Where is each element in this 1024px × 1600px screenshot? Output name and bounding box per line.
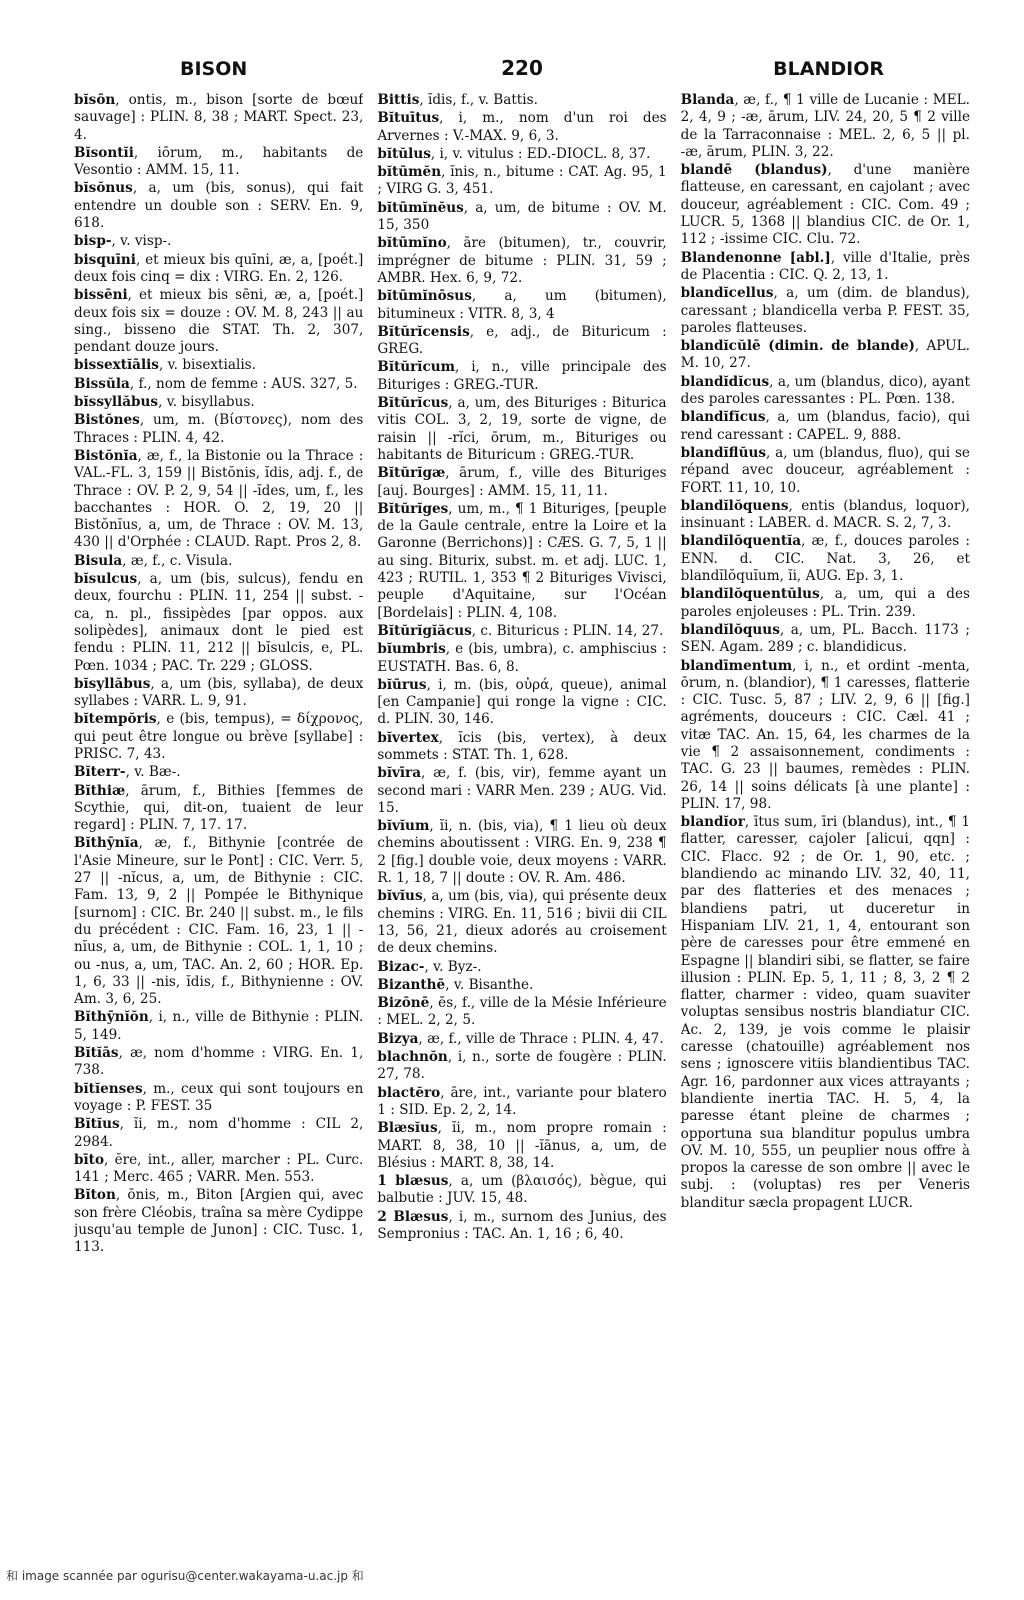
- column-left: [74, 92, 363, 1532]
- column-right: [681, 92, 970, 1532]
- dictionary-entry: Bizanthē, v. Bisanthe.: [377, 976, 534, 993]
- dictionary-entry: Bĭterr-, v. Bæ-.: [74, 764, 181, 781]
- dictionary-entry: bĭvīra, æ, f. (bis, vir), femme ayant un second mari : VARR Men. 239 ; AUG. Vid. 15.: [377, 765, 667, 816]
- dictionary-entry: bĭumbris, e (bis, umbra), c. amphiscius : EUSTATH. Bas. 6, 8.: [377, 641, 667, 675]
- dictionary-entry: blandĭlŏquens, entis (blandus, loquor), insinuant : LABER. d. MACR. S. 2, 7, 3.: [680, 497, 970, 532]
- dictionary-entry: blandĭcellus, a, um (dim. de blandus), caressant ; blandicella verba P. FEST. 35, paroles flatteuses.: [680, 285, 970, 336]
- dictionary-entry: blandĭlŏquentĭa, æ, f., douces paroles : ENN. d. CIC. Nat. 3, 26, et blandĭlŏquĭum, ĭi, AUG. Ep. 3, 1.: [680, 533, 970, 585]
- dictionary-entry: Bĭsontĭi, iōrum, m., habitants de Vesontio : AMM. 15, 11.: [74, 144, 364, 179]
- dictionary-entry: bĭtĭenses, m., ceux qui sont toujours en voyage : P. FEST. 35: [74, 1080, 364, 1114]
- dictionary-entry: bĭūrus, i, m. (bis, οὐρά, queue), animal [en Campanie] qui ronge la vigne : CIC. d. PLIN. 30, 146.: [377, 676, 667, 728]
- dictionary-entry: blandē (blandus), d'une manière flatteuse, en caressant, en cajolant ; avec douceur, agréablement : CIC. Com. 49 ; LUCR. 5, 1368 || blandius CIC. de Or. 1, 112 ; -issime CIC. Clu. 72.: [680, 162, 970, 248]
- dictionary-entry: Bissŭla, f., nom de femme : AUS. 327, 5.: [74, 375, 358, 392]
- dictionary-entry: bĭtūmĕn, ĭnis, n., bitume : CAT. Ag. 95, 1 ; VIRG G. 3, 451.: [377, 164, 667, 198]
- dictionary-entry: Bĭtŭrĭcus, a, um, des Bituriges : Biturica vitis COL. 3, 2, 19, sorte de vigne, de raisin || -rĭci, ōrum, m., Bituriges ou habitants de Bituricum : GREG.-TUR.: [377, 395, 667, 463]
- dictionary-entry: bissēni, et mieux bis sēni, æ, a, [poét.] deux fois six = douze : OV. M. 8, 243 || au sing., bisseno die STAT. Th. 2, 307, pendant douze jours.: [74, 287, 364, 356]
- dictionary-entry: bĭsyllăbus, a, um (bis, syllaba), de deux syllabes : VARR. L. 9, 91.: [74, 675, 364, 710]
- dictionary-entry: Bĭthȳnĭŏn, i, n., ville de Bithynie : PLIN. 5, 149.: [74, 1009, 364, 1043]
- dictionary-entry: blandĭlŏquus, a, um, PL. Bacch. 1173 ; SEN. Agam. 289 ; c. blandidicus.: [680, 621, 970, 656]
- dictionary-entry: bĭtūmĭnĕus, a, um, de bitume : OV. M. 15, 350: [377, 199, 667, 234]
- dictionary-entry: bĭtempŏris, e (bis, tempus), = δίχρονος, qui peut être longue ou brève [syllabe] : PRISC. 7, 43.: [74, 711, 364, 762]
- column-middle: [377, 92, 666, 1532]
- dictionary-entry: Bĭton, ōnis, m., Biton [Argien qui, avec son frère Cléobis, traîna sa mère Cydippe jusqu'au temple de Junon] : CIC. Tusc. 1, 113.: [74, 1187, 364, 1256]
- dictionary-entry: bĭtŭlus, i, v. vitulus : ED.-DIOCL. 8, 37.: [377, 145, 651, 162]
- page-number: 220: [501, 56, 543, 80]
- page-header: [60, 50, 984, 82]
- dictionary-entry: Bĭtŭrĭcum, i, n., ville principale des Bituriges : GREG.-TUR.: [377, 359, 667, 393]
- dictionary-entry: Bittis, ĭdis, f., v. Battis.: [377, 92, 538, 108]
- dictionary-entry: Blanda, æ, f., ¶ 1 ville de Lucanie : MEL. 2, 4, 9 ; -æ, ārum, LIV. 24, 20, 5 ¶ 2 ville de la Tarraconnaise : MEL. 2, 6, 5 || pl. -æ, ārum, PLIN. 3, 22.: [680, 92, 970, 160]
- dictionary-entry: blandīmentum, i, n., et ordint -menta, ōrum, n. (blandior), ¶ 1 caresses, flatterie : CIC. Tusc. 5, 87 ; LIV. 2, 9, 6 || [fig.] agréments, douceurs : CIC. Cæl. 41 ; vitæ TAC. An. 15, 64, les charmes de la vie ¶ 2 assaisonnement, condiments : TAC. G. 23 || baumes, remèdes : PLIN. 26, 14 || soins délicats [à une plante] : PLIN. 17, 98.: [680, 657, 970, 812]
- dictionary-entry: blandĭfĭcus, a, um (blandus, facio), qui rend caressant : CAPEL. 9, 888.: [680, 409, 970, 443]
- dictionary-entry: bĭssyllăbus, v. bisyllabus.: [74, 394, 255, 411]
- dictionary-entry: bĭsŏnus, a, um (bis, sonus), qui fait entendre un double son : SERV. En. 9, 618.: [74, 180, 364, 232]
- dictionary-entry: Bistŏnes, um, m. (Βίστονες), nom des Thraces : PLIN. 4, 42.: [74, 412, 364, 446]
- dictionary-entry: blandĭflŭus, a, um (blandus, fluo), qui se répand avec douceur, agréablement : FORT. 11, 10, 10.: [680, 444, 970, 496]
- dictionary-entry: Bizōnē, ēs, f., ville de la Mésie Inférieure : MEL. 2, 2, 5.: [377, 995, 667, 1029]
- dictionary-entry: 1 blæsus, a, um (βλαισός), bègue, qui balbutie : JUV. 15, 48.: [377, 1173, 667, 1207]
- dictionary-entry: bĭvertex, ĭcis (bis, vertex), à deux sommets : STAT. Th. 1, 628.: [377, 729, 667, 763]
- dictionary-entry: Bĭtŭrĭges, um, m., ¶ 1 Bituriges, [peuple de la Gaule centrale, entre la Loire et la Garonne (Berrichons)] : CÆS. G. 7, 5, 1 || au sing. Biturix, subst. m. et adj. LUC. 1, 423 ; RUTIL. 1, 353 ¶ 2 Bituriges Vivisci, peuple d'Aquitaine, sur l'Océan [Bordelais] : PLIN. 4, 108.: [377, 500, 667, 621]
- dictionary-entry: Bĭtĭās, æ, nom d'homme : VIRG. En. 1, 738.: [74, 1045, 364, 1079]
- running-head-right: BLANDIOR: [773, 58, 884, 80]
- scan-credit: 和 image scannée par ogurisu@center.wakayama-u.ac.jp 和: [6, 1569, 364, 1583]
- dictionary-entry: Bĭtŭrĭgæ, ārum, f., ville des Bituriges [auj. Bourges] : AMM. 15, 11, 11.: [377, 465, 667, 499]
- dictionary-entry: bisquīni, et mieux bis quīni, æ, a, [poét.] deux fois cinq = dix : VIRG. En. 2, 126.: [74, 251, 364, 285]
- dictionary-entry: Bizac-, v. Byz-.: [377, 958, 482, 975]
- dictionary-entry: bīto, ĕre, int., aller, marcher : PL. Curc. 141 ; Merc. 465 ; VARR. Men. 553.: [74, 1151, 364, 1186]
- dictionary-entry: bisp-, v. visp-.: [74, 233, 172, 250]
- dictionary-entry: Bĭtŭrĭcensis, e, adj., de Bituricum : GREG.: [377, 323, 667, 358]
- dictionary-entry: Blæsĭus, ĭi, m., nom propre romain : MART. 8, 38, 10 || -ĭānus, a, um, de Blésius : MART. 8, 38, 14.: [377, 1120, 667, 1171]
- dictionary-entry: bissextĭālis, v. bisextialis.: [74, 357, 256, 374]
- dictionary-entry: 2 Blæsus, i, m., surnom des Junius, des Sempronius : TAC. An. 1, 16 ; 6, 40.: [377, 1208, 667, 1242]
- dictionary-entry: blandĭdĭcus, a, um (blandus, dico), ayant des paroles caressantes : PL. Pœn. 138.: [680, 373, 970, 408]
- dictionary-entry: Bĭtĭus, ĭi, m., nom d'homme : CIL 2, 2984.: [74, 1116, 364, 1150]
- dictionary-entry: Bĭthiæ, ārum, f., Bithies [femmes de Scythie, qui, dit-on, tuaient de leur regard] : PLIN. 7, 17. 17.: [74, 782, 364, 834]
- dictionary-entry: bĭvĭus, a, um (bis, via), qui présente deux chemins : VIRG. En. 11, 516 ; bivii dii CIL 13, 56, 21, dieux adorés au croisement de deux chemins.: [377, 888, 667, 957]
- dictionary-entry: blandĭlŏquentŭlus, a, um, qui a des paroles enjoleuses : PL. Trin. 239.: [680, 586, 970, 620]
- dictionary-entry: bĭsulcus, a, um (bis, sulcus), fendu en deux, fourchu : PLIN. 11, 254 || subst. -ca, n. pl., fissipèdes [par oppos. aux solipèdes], animaux dont le pied est fendu : PLIN. 11, 212 || bĭsulcis, e, PL. Pœn. 1034 ; PAC. Tr. 229 ; GLOSS.: [74, 571, 364, 674]
- dictionary-entry: Bĭthȳnĭa, æ, f., Bithynie [contrée de l'Asie Mineure, sur le Pont] : CIC. Verr. 5, 27 || -nĭcus, a, um, de Bithynie : CIC. Fam. 13, 9, 2 || Pompée le Bithynique [surnom] : CIC. Br. 240 || subst. m., le fils du précédent : CIC. Fam. 16, 23, 1 || -nĭus, a, um, de Bithynie : COL. 1, 1, 10 ; ou -nus, a, um, TAC. An. 2, 60 ; HOR. Ep. 1, 6, 33 || -nis, ĭdis, f., Bithynienne : OV. Am. 3, 6, 25.: [74, 835, 364, 1008]
- dictionary-entry: blactĕro, āre, int., variante pour blatero 1 : SID. Ep. 2, 2, 14.: [377, 1084, 667, 1118]
- dictionary-entry: Bĭtŭrĭgĭăcus, c. Bituricus : PLIN. 14, 27.: [377, 622, 664, 639]
- dictionary-columns: [74, 92, 970, 1532]
- dictionary-entry: bĭtūmĭnōsus, a, um (bitumen), bitumineux : VITR. 8, 3, 4: [377, 288, 667, 322]
- dictionary-entry: Bisula, æ, f., c. Visula.: [74, 552, 233, 569]
- dictionary-entry: blandĭor, ītus sum, īri (blandus), int., ¶ 1 flatter, caresser, cajoler [alicui, qqn] : CIC. Flacc. 92 ; de Or. 1, 90, etc. ; blandiendo ac minando LIV. 32, 40, 11, par des flatteries et des menaces ; blandiens patri, ut duceretur in Hispaniam LIV. 21, 1, 4, entourant son père de caresses pour être emmené en Espagne || blandiri sibi, se flatter, se faire illusion : PLIN. Ep. 5, 1, 11 ; 8, 3, 2 ¶ 2 flatter, charmer : video, quam suaviter voluptas sensibus nostris blandiatur CIC. Ac. 2, 139, je vois comme le plaisir caresse (chatouille) agréablement nos sens ; ignoscere vitiis blandientibus TAC. Agr. 16, pardonner aux vices attrayants ; blandiente inertia TAC. H. 5, 4, la paresse étant pleine de charmes ; opportuna sua blanditur populus umbra OV. M. 10, 555, un peuplier nous offre à propos la caresse de son ombre || avec le subj. : (voluptas) res per Veneris blanditur sæcla propagent LUCR.: [680, 814, 970, 1211]
- running-head-left: BISON: [180, 58, 248, 80]
- dictionary-entry: Bistŏnĭa, æ, f., la Bistonie ou la Thrace : VAL.-FL. 3, 159 || Bistŏnis, ĭdis, adj. f., de Thrace : OV. P. 2, 9, 54 || -ĭdes, um, f., les bacchantes : HOR. O. 2, 19, 20 || Bistŏnĭus, a, um, de Thrace : OV. M. 13, 430 || d'Orphée : CLAUD. Rapt. Pros 2, 8.: [74, 447, 364, 551]
- dictionary-entry: Blandenonne [abl.], ville d'Italie, près de Placentia : CIC. Q. 2, 13, 1.: [680, 249, 970, 283]
- dictionary-entry: bĭsōn, ontis, m., bison [sorte de bœuf sauvage] : PLIN. 8, 38 ; MART. Spect. 23, 4.: [74, 92, 364, 143]
- dictionary-entry: blachnŏn, i, n., sorte de fougère : PLIN. 27, 78.: [377, 1049, 667, 1083]
- dictionary-entry: bĭvĭum, ĭi, n. (bis, via), ¶ 1 lieu où deux chemins aboutissent : VIRG. En. 9, 238 ¶ 2 [fig.] double voie, deux moyens : VARR. R. 1, 18, 7 || doute : OV. R. Am. 486.: [377, 818, 667, 887]
- dictionary-entry: bĭtūmĭno, āre (bitumen), tr., couvrir, imprégner de bitume : PLIN. 31, 59 ; AMBR. Hex. 6, 9, 72.: [377, 235, 667, 286]
- dictionary-entry: blandĭcŭlē (dimin. de blande), APUL. M. 10, 27.: [680, 338, 970, 372]
- dictionary-entry: Bizya, æ, f., ville de Thrace : PLIN. 4, 47.: [377, 1030, 664, 1047]
- dictionary-entry: Bĭtuītus, i, m., nom d'un roi des Arvernes : V.-MAX. 9, 6, 3.: [377, 110, 667, 144]
